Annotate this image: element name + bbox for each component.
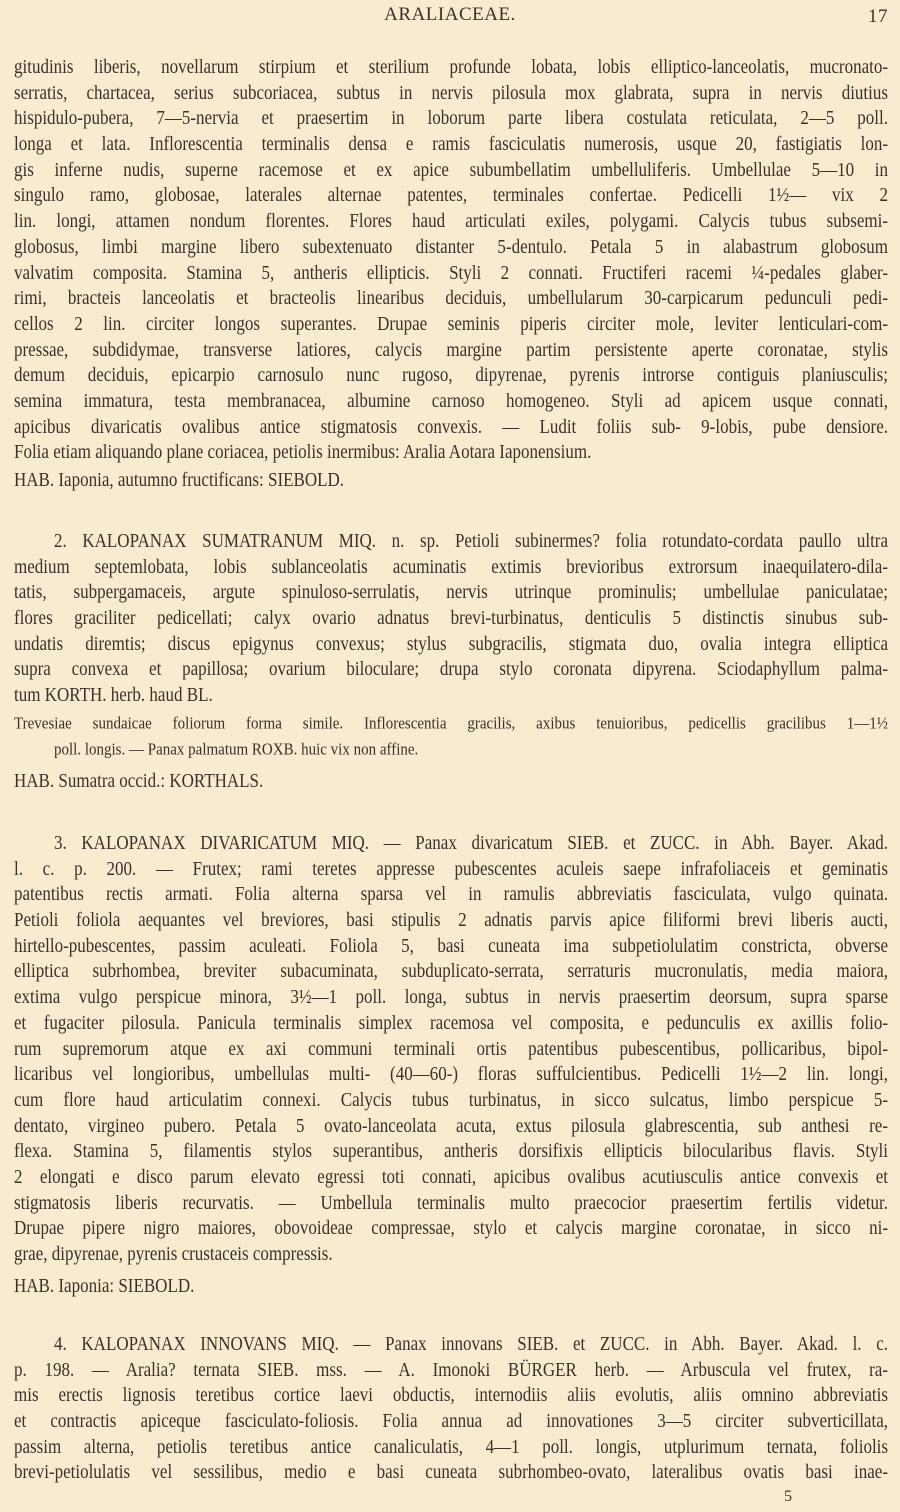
text-line: demum deciduis, epicarpio carnosulo nunc rugoso, dipyrenae, pyrenis introrse contiguis planiusculis; [14, 363, 888, 386]
text-line: gitudinis liberis, novellarum stirpium et sterilium profunde lobata, lobis elliptico-lanceolatis, mucronato- [14, 55, 888, 78]
text-line: extima vulgo perspicue minora, 3½—1 poll. longa, subtus in nervis praesertim deorsum, supra sparse [14, 985, 888, 1008]
text-line: cellos 2 lin. circiter longos superantes. Drupae seminis piperis circiter mole, leviter lenticulari-com- [14, 312, 888, 335]
text-line: HAB. Sumatra occid.: KORTHALS. [14, 769, 264, 792]
text-line: passim alterna, petiolis teretibus antice canaliculatis, 4—1 poll. longis, utplurimum ternata, foliolis [14, 1435, 888, 1458]
page-number: 17 [868, 6, 888, 27]
text-line: et fugaciter pilosula. Panicula terminalis simplex racemosa vel composita, e pedunculis ex axillis folio- [14, 1011, 888, 1034]
text-line: lin. longi, attamen nondum florentes. Flores haud articulati exiles, polygami. Calycis tubus subsemi- [14, 209, 888, 232]
text-line: 3. KALOPANAX DIVARICATUM MIQ. — Panax divaricatum SIEB. et ZUCC. in Abh. Bayer. Akad. [54, 831, 888, 854]
text-line: pressae, subdidymae, transverse latiores, calycis margine partim persistente aperte coronatae, stylis [14, 338, 888, 360]
text-line: semina immatura, testa membranacea, albumine carnoso homogeneo. Styli ad apicem usque connati, [14, 389, 888, 412]
text-line: globosus, limbi margine libero subextenuato distanter 5-dentulo. Petala 5 in alabastrum globosum [14, 235, 888, 258]
text-line: undatis diremtis; discus epigynus convexus; stylus subgracilis, stigmata duo, ovalia integra elliptica [14, 632, 888, 655]
text-line: tum KORTH. herb. haud BL. [14, 683, 213, 706]
text-line: tatis, subpergamaceis, argute spinuloso-serrulatis, nervis utrinque prominulis; umbellulae paniculatae; [14, 580, 888, 603]
text-line: cum flore haud articulatim connexi. Calycis tubus turbinatus, in sicco sulcatus, limbo perspicue 5- [14, 1088, 888, 1111]
text-line: medium septemlobata, lobis sublanceolatis acuminatis extimis brevioribus extrorsum inaequilatero-dila- [14, 555, 888, 578]
text-line: poll. longis. — Panax palmatum ROXB. huic vix non affine. [54, 740, 419, 760]
text-line: Petioli foliola aequantes vel breviores, basi stipulis 2 adnatis parvis apice filiformi brevi liberis aucti, [14, 908, 888, 931]
text-line: apicibus divaricatis ovalibus antice stigmatosis convexis. — Ludit foliis sub- 9-lobis, pube densiore. [14, 415, 888, 437]
text-line: 4. KALOPANAX INNOVANS MIQ. — Panax innovans SIEB. et ZUCC. in Abh. Bayer. Akad. l. c. [54, 1332, 888, 1355]
text-line: grae, dipyrenae, pyrenis crustaceis compressis. [14, 1242, 333, 1265]
text-line: elliptica subrhombea, breviter subacuminata, subduplicato-serrata, serraturis mucronulatis, media maiora, [14, 959, 888, 982]
habitat-line [14, 768, 888, 794]
species-entry-4 [14, 1331, 888, 1485]
species-entry-2 [14, 528, 888, 708]
text-line: p. 198. — Aralia? ternata SIEB. mss. — A. Imonoki BÜRGER herb. — Arbuscula vel frutex, ra- [14, 1358, 888, 1381]
text-line: flexa. Stamina 5, filamentis stylos superantibus, antheris dorsifixis ellipticis bilocularibus flavis. Styli [14, 1139, 888, 1162]
text-line: hirtello-pubescentes, passim aculeati. Foliola 5, basi cuneata ima subpetiolulatim constricta, obverse [14, 934, 888, 957]
text-line: Drupae pipere nigro maiores, obovoideae compressae, stylo et calycis margine coronatae, in sicco ni- [14, 1216, 888, 1239]
text-line: rimi, bracteis lanceolatis et bracteolis linearibus deciduis, umbellularum 30-carpicarum pedunculi pedi- [14, 286, 888, 309]
species-entry-3 [14, 830, 888, 1267]
running-head: ARALIACEAE. [384, 4, 516, 25]
text-line: singulo ramo, globosae, laterales alternae patentes, terminales confertae. Pedicelli 1½— vix 2 [14, 183, 888, 206]
text-line: Folia etiam aliquando plane coriacea, petiolis inermibus: Aralia Aotara Iaponensium. [14, 440, 592, 463]
text-line: 2 elongati e disco parum elevato egressi toti connati, apicibus ovalibus acutiusculis antice convexis et [14, 1165, 888, 1188]
text-line: et contractis apiceque fasciculato-foliosis. Folia annua ad innovationes 3—5 circiter subverticillata, [14, 1409, 888, 1432]
habitat-line [14, 467, 888, 493]
text-line: gis inferne nudis, superne racemose et ex apice subumbellatim umbelluliferis. Umbellulae 5—10 in [14, 158, 888, 181]
text-line: mis erectis lignosis teretibus cortice laevi obductis, internodiis aliis evolutis, aliis omnino abbreviatis [14, 1383, 888, 1406]
text-line: supra convexa et papillosa; ovarium biloculare; drupa stylo coronata dipyrena. Sciodaphyllum palma- [14, 657, 888, 680]
text-line: hispidulo-pubera, 7—5-nervia et praesertim in loborum parte libera costulata reticulata, 2—5 poll. [14, 106, 888, 129]
text-line: Trevesiae sundaicae foliorum forma simile. Inflorescentia gracilis, axibus tenuioribus, pedicellis gracilibus 1—1½ [14, 714, 888, 734]
text-line: rum supremorum atque ex axi communi terminali ortis patentibus pubescentibus, pollicaribus, bipol- [14, 1037, 888, 1059]
text-line: dentato, virgineo pubero. Petala 5 ovato-lanceolata acuta, extus pilosula glabrescentia, sub anthesi re- [14, 1114, 888, 1136]
species-note-2 [14, 711, 888, 763]
text-line: 2. KALOPANAX SUMATRANUM MIQ. n. sp. Petioli subinermes? folia rotundato-cordata paullo ultra [54, 529, 888, 552]
text-line: patentibus rectis armati. Folia alterna sparsa vel in ramulis abbreviatis fasciculata, vulgo quinata. [14, 882, 888, 905]
text-line: stigmatosis liberis recurvatis. — Umbellula terminalis multo praecocior praesertim fertilis videtur. [14, 1191, 888, 1213]
text-line: HAB. Iaponia: SIEBOLD. [14, 1274, 195, 1297]
text-line: longa et lata. Inflorescentia terminalis densa e ramis fasciculatis numerosis, usque 20, fastigiatis lon- [14, 132, 888, 155]
text-line: valvatim composita. Stamina 5, antheris ellipticis. Styli 2 connati. Fructiferi racemi ¼-pedales glaber- [14, 261, 888, 283]
text-line: flores graciliter pedicellati; calyx ovario adnatus brevi-turbinatus, denticulis 5 distinctis sinubus sub- [14, 606, 888, 629]
text-line: HAB. Iaponia, autumno fructificans: SIEBOLD. [14, 468, 345, 491]
text-line: licaribus vel longioribus, umbellulas multi- (40—60-) floras suffulcientibus. Pedicelli 1½—2 lin. longi, [14, 1062, 888, 1085]
text-line: brevi-petiolulatis vel sessilibus, medio e basi cuneata subrhombeo-ovato, lateralibus ovatis basi inae- [14, 1460, 888, 1483]
paragraph-continuation [14, 54, 888, 465]
text-line: l. c. p. 200. — Frutex; rami teretes appresse pubescentes aculeis saepe infrafoliaceis et geminatis [14, 857, 888, 880]
habitat-line [14, 1273, 888, 1299]
signature-mark: 5 [784, 1488, 792, 1505]
text-line: serratis, chartacea, serius subcoriacea, subtus in nervis pilosula mox glabrata, supra in nervis diutius [14, 81, 888, 104]
